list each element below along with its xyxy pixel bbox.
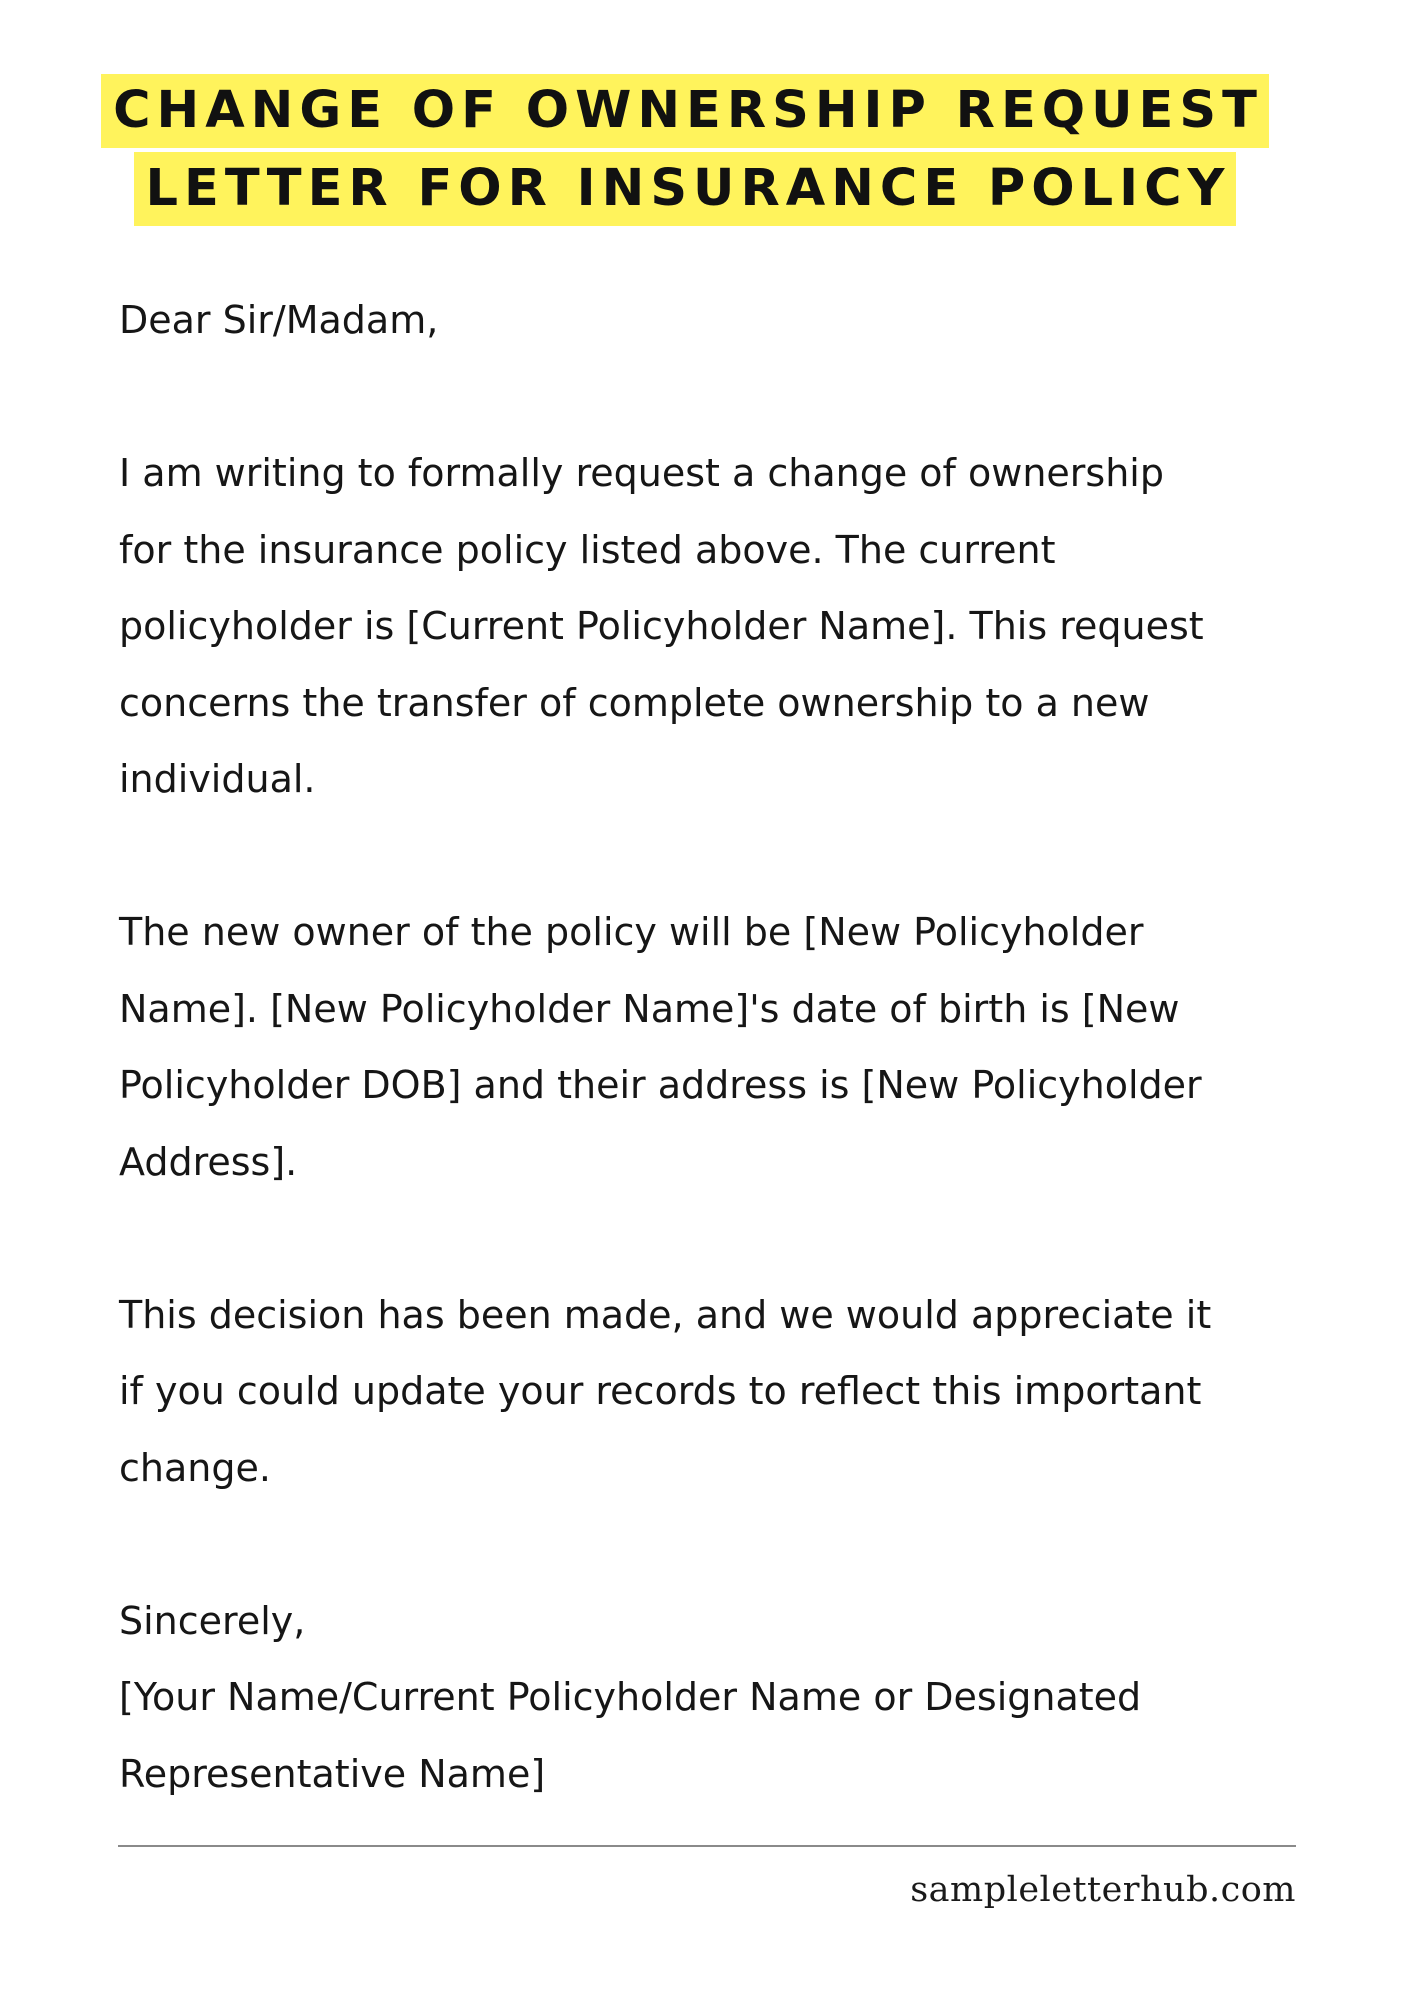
paragraph-line: Address]. <box>119 1139 298 1184</box>
signature-line: Representative Name] <box>119 1751 546 1796</box>
title-line-1: CHANGE OF OWNERSHIP REQUEST <box>101 74 1269 148</box>
footer-divider <box>118 1845 1296 1847</box>
paragraph-line: Name]. [New Policyholder Name]'s date of birth is [New <box>119 986 1180 1031</box>
paragraph-line: for the insurance policy listed above. The current <box>119 527 1056 572</box>
footer-website: sampleletterhub.com <box>910 1870 1296 1910</box>
paragraph-line: if you could update your records to reflect this important <box>119 1369 1202 1413</box>
paragraph-line: change. <box>119 1445 271 1490</box>
paragraph-line: policyholder is [Current Policyholder Name]. This request <box>119 604 1204 648</box>
paragraph-line: Policyholder DOB] and their address is [New Policyholder <box>119 1063 1202 1107</box>
paragraph-line: The new owner of the policy will be [New Policyholder <box>119 910 1144 954</box>
signature-block <box>119 1659 1359 1812</box>
letter-body <box>119 282 1359 1812</box>
paragraph-line: individual. <box>119 757 316 801</box>
paragraph-line: This decision has been made, and we would appreciate it <box>119 1292 1212 1337</box>
signature-line: [Your Name/Current Policyholder Name or Designated <box>119 1675 1142 1719</box>
paragraph-line: I am writing to formally request a change of ownership <box>119 451 1164 495</box>
paragraph-request <box>119 435 1359 818</box>
paragraph-line: concerns the transfer of complete ownership to a new <box>119 680 1150 725</box>
paragraph-update-records <box>119 1277 1359 1507</box>
closing: Sincerely, <box>119 1598 306 1643</box>
document-title <box>85 74 1285 226</box>
salutation: Dear Sir/Madam, <box>119 298 439 342</box>
title-line-2: LETTER FOR INSURANCE POLICY <box>134 152 1237 226</box>
paragraph-new-owner <box>119 894 1359 1200</box>
